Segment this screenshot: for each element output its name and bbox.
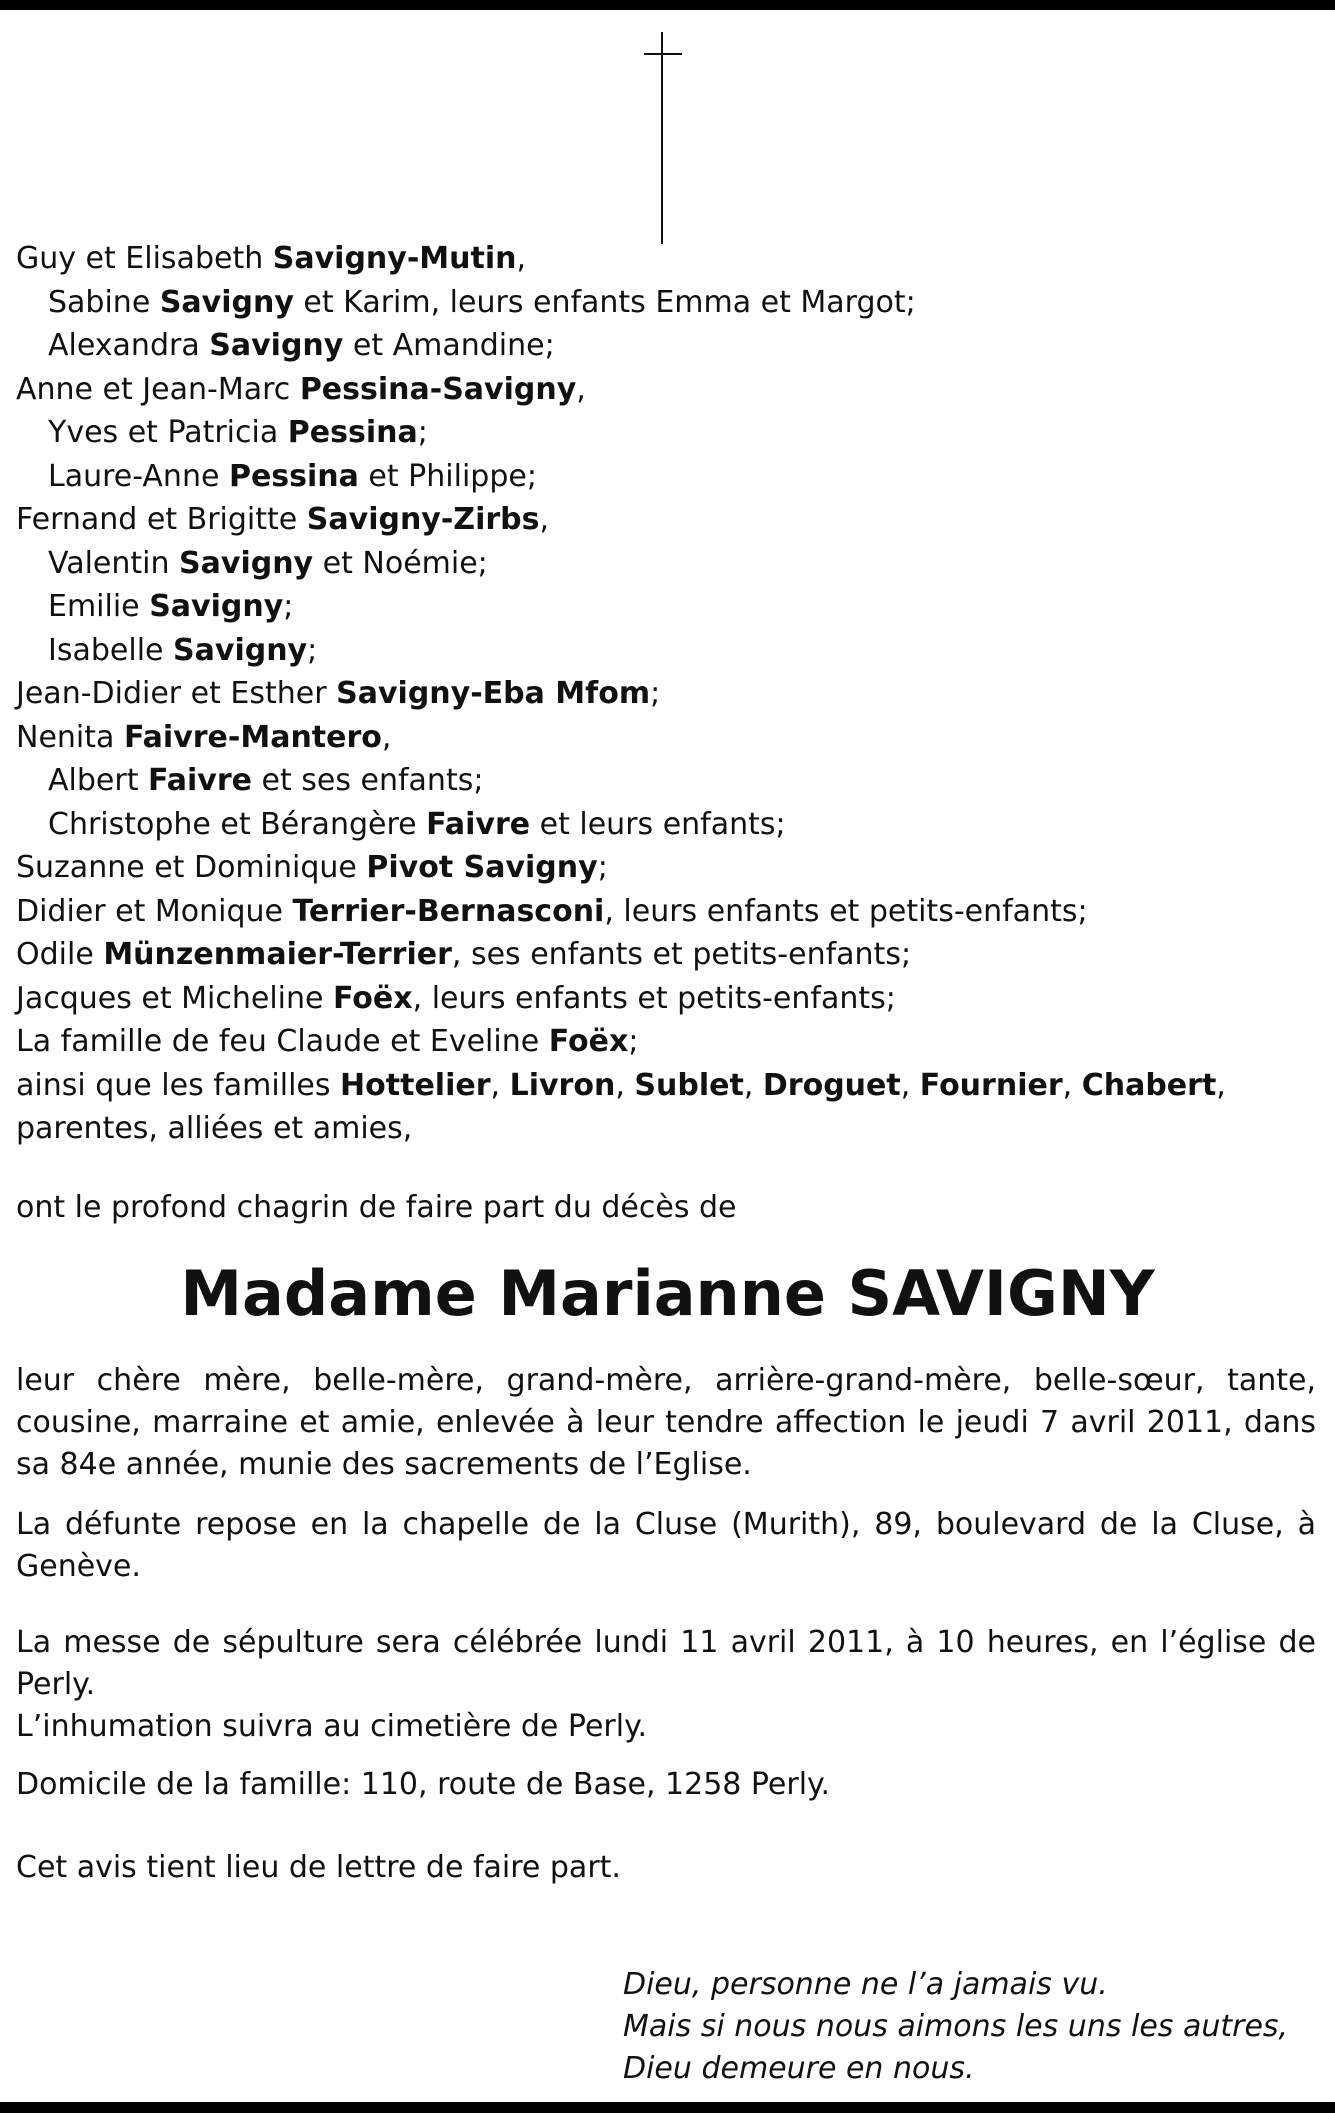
family-surname: Hottelier (340, 1067, 491, 1103)
family-surname: Savigny (179, 545, 314, 581)
quote-line: Mais si nous nous aimons les uns les autres, (623, 2009, 1289, 2044)
family-surname: Fournier (919, 1067, 1063, 1103)
family-surname: Savigny-Mutin (272, 241, 517, 276)
family-line (16, 977, 1316, 1021)
family-line-text: , (381, 719, 392, 755)
family-line-text: parentes, alliées et amies, (16, 1111, 413, 1146)
family-line (16, 846, 1316, 890)
family-line-text: et Philippe; (358, 458, 537, 494)
family-line-text: Jacques et Micheline (16, 980, 334, 1016)
ceremony-paragraph (16, 1622, 1316, 1748)
top-border (0, 0, 1335, 10)
family-surname: Faivre (148, 763, 252, 798)
family-line-text: et leurs enfants; (530, 806, 786, 842)
domicile-paragraph: Domicile de la famille: 110, route de Base, 1258 Perly. (16, 1767, 831, 1802)
family-line-text: Guy et Elisabeth (16, 241, 273, 276)
family-line (16, 455, 1316, 499)
quote-line: Dieu, personne ne l’a jamais vu. (623, 1967, 1108, 2002)
family-surname: Pessina (228, 458, 359, 494)
family-line-text: Alexandra (48, 328, 210, 363)
family-line (16, 933, 1316, 977)
deceased-name: Madame Marianne SAVIGNY (180, 1257, 1155, 1330)
family-line-text: , (900, 1067, 920, 1103)
family-surname: Foëx (333, 980, 413, 1016)
family-surname: Pessina-Savigny (299, 371, 577, 407)
family-surname: Savigny (209, 328, 344, 363)
family-line (16, 1064, 1316, 1108)
family-list (16, 237, 1316, 1151)
family-line-text: Nenita (16, 719, 124, 755)
repose-paragraph: La défunte repose en la chapelle de la Cluse (Murith), 89, boulevard de la Cluse, à Genève. (16, 1507, 1316, 1584)
family-line-text: , (576, 371, 586, 407)
family-line-text: Odile (16, 937, 104, 972)
family-surname: Livron (509, 1067, 616, 1103)
eulogy-paragraph: leur chère mère, belle-mère, grand-mère, arrière-grand-mère, belle-sœur, tante, cousine, marraine et amie, enlevée à leur tendre affection le jeudi 7 avril 2011, dans sa 84e année, munie des sacrements de l’Eglise. (16, 1363, 1316, 1482)
family-line-text: et Karim, leurs enfants Emma et Margot; (293, 284, 916, 320)
family-line-text: et Amandine; (343, 328, 555, 363)
cross-horizontal-bar (644, 53, 682, 55)
family-surname: Münzenmaier-Terrier (103, 937, 452, 972)
family-line-text: Christophe et Bérangère (48, 806, 427, 842)
family-surname: Chabert (1081, 1067, 1217, 1103)
family-line-text: , (615, 1067, 635, 1103)
announcement: ont le profond chagrin de faire part du décès de (16, 1190, 737, 1225)
family-line-text: Yves et Patricia (48, 415, 288, 450)
family-line-text: Fernand et Brigitte (16, 502, 307, 537)
family-surname: Terrier-Bernasconi (292, 893, 605, 929)
family-line-text: ; (307, 632, 318, 668)
family-line (16, 759, 1316, 803)
family-surname: Sublet (634, 1067, 744, 1103)
family-line (16, 672, 1316, 716)
family-line (16, 716, 1316, 760)
family-surname: Savigny (159, 284, 294, 320)
quote-line: Dieu demeure en nous. (623, 2051, 975, 2086)
closing-quote (623, 1964, 1288, 2090)
family-line-text: ; (628, 1024, 639, 1059)
family-surname: Savigny-Eba Mfom (336, 676, 651, 711)
family-line (16, 498, 1316, 542)
family-line-text: Albert (48, 763, 148, 798)
family-line-text: , (516, 241, 527, 276)
family-line (16, 803, 1316, 847)
family-surname: Pessina (287, 415, 418, 450)
family-line (16, 1020, 1316, 1064)
family-line-text: et ses enfants; (251, 763, 484, 798)
family-surname: Droguet (762, 1067, 901, 1103)
family-line-text: ; (417, 415, 428, 450)
family-line-text: Sabine (48, 284, 160, 320)
family-line-text: ainsi que les familles (16, 1067, 341, 1103)
cross-vertical-bar (661, 32, 663, 244)
family-line-text: ; (283, 589, 294, 624)
family-line-text: , (539, 502, 550, 537)
family-line-text: La famille de feu Claude et Eveline (16, 1024, 549, 1059)
family-line (16, 324, 1316, 368)
family-line-text: Emilie (48, 589, 150, 624)
family-line (16, 368, 1316, 412)
family-surname: Foëx (548, 1024, 629, 1059)
notice-paragraph: Cet avis tient lieu de lettre de faire part. (16, 1850, 621, 1885)
family-line-text: Didier et Monique (16, 893, 293, 929)
family-surname: Pivot Savigny (366, 850, 598, 885)
burial-text: L’inhumation suivra au cimetière de Perly. (16, 1709, 648, 1744)
family-surname: Savigny (173, 632, 308, 668)
family-line-text: Valentin (48, 545, 180, 581)
family-surname: Faivre (426, 806, 531, 842)
family-line-text: , (1062, 1067, 1082, 1103)
family-line (16, 585, 1316, 629)
family-surname: Savigny-Zirbs (306, 502, 540, 537)
mass-text: La messe de sépulture sera célébrée lundi 11 avril 2011, à 10 heures, en l’église de Perly. (16, 1625, 1316, 1702)
family-line (16, 411, 1316, 455)
family-line-text: Anne et Jean-Marc (16, 371, 300, 407)
family-surname: Faivre-Mantero (123, 719, 382, 755)
family-line (16, 237, 1316, 281)
family-line-text: , (1216, 1067, 1226, 1103)
family-line-text: ; (597, 850, 608, 885)
family-line-text: , (743, 1067, 763, 1103)
family-line-text: , ses enfants et petits-enfants; (451, 937, 912, 972)
family-line (16, 281, 1316, 325)
family-line-text: Laure-Anne (48, 458, 229, 494)
family-line-text: Isabelle (48, 632, 174, 668)
family-surname: Savigny (149, 589, 284, 624)
family-line (16, 629, 1316, 673)
family-line (16, 1107, 1316, 1151)
family-line (16, 890, 1316, 934)
family-line (16, 542, 1316, 586)
bottom-border (0, 2102, 1335, 2113)
family-line-text: , leurs enfants et petits-enfants; (412, 980, 896, 1016)
family-line-text: Suzanne et Dominique (16, 850, 367, 885)
family-line-text: , (490, 1067, 510, 1103)
family-line-text: et Noémie; (313, 545, 488, 581)
family-line-text: ; (650, 676, 661, 711)
family-line-text: Jean-Didier et Esther (16, 676, 337, 711)
family-line-text: , leurs enfants et petits-enfants; (604, 893, 1088, 929)
